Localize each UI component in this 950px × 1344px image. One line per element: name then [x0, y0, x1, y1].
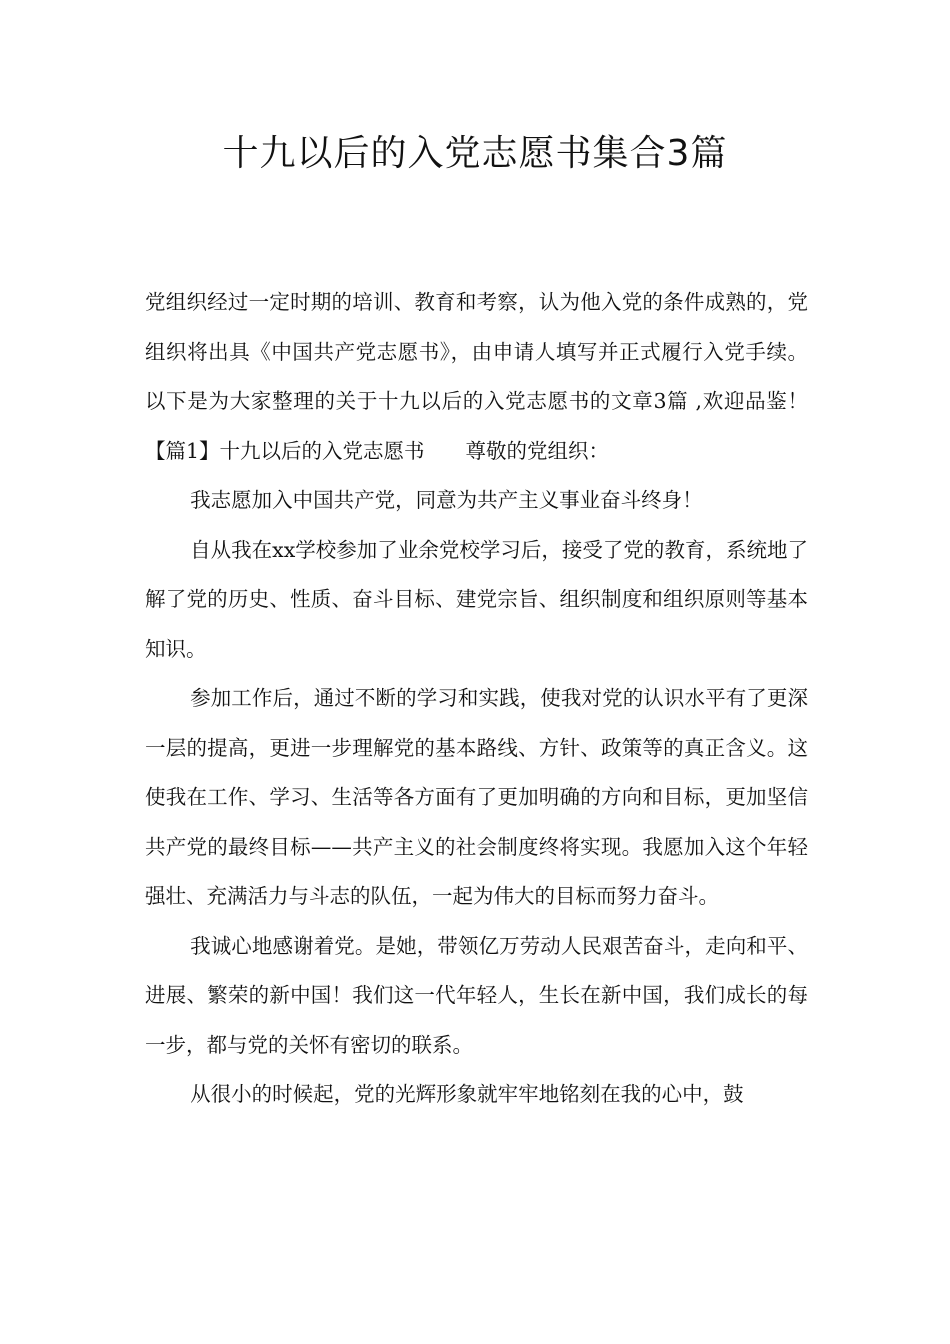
- paragraph-work: 参加工作后，通过不断的学习和实践，使我对党的认识水平有了更深一层的提高，更进一步理解党的基本路线、方针、政策等的真正含义。这使我在工作、学习、生活等各方面有了更加明确的方向和目标，更加坚信共产党的最终目标——共产主义的社会制度终将实现。我愿加入这个年轻强壮、充满活力与斗志的队伍，一起为伟大的目标而努力奋斗。: [145, 686, 808, 908]
- paragraph-study: 自从我在xx学校参加了业余党校学习后，接受了党的教育，系统地了解了党的历史、性质、奋斗目标、建党宗旨、组织制度和组织原则等基本知识。: [145, 537, 808, 661]
- document-title: 十九以后的入党志愿书集合3篇: [222, 133, 728, 174]
- paragraph-intro: 党组织经过一定时期的培训、教育和考察，认为他入党的条件成熟的，党组织将出具《中国共产党志愿书》，由申请人填写并正式履行入党手续。 以下是为大家整理的关于十九以后的入党志愿书的文章3篇 ,欢迎品鉴！【篇1】十九以后的入党志愿书 尊敬的党组织：: [145, 290, 808, 463]
- document-body: [145, 278, 808, 1120]
- paragraph-gratitude: 我诚心地感谢着党。是她，带领亿万劳动人民艰苦奋斗，走向和平、进展、繁荣的新中国！我们这一代年轻人，生长在新中国，我们成长的每一步，都与党的关怀有密切的联系。: [145, 933, 808, 1057]
- paragraph-pledge: 我志愿加入中国共产党，同意为共产主义事业奋斗终身！: [190, 488, 703, 512]
- paragraph-childhood: 从很小的时候起，党的光辉形象就牢牢地铭刻在我的心中，鼓: [190, 1082, 744, 1106]
